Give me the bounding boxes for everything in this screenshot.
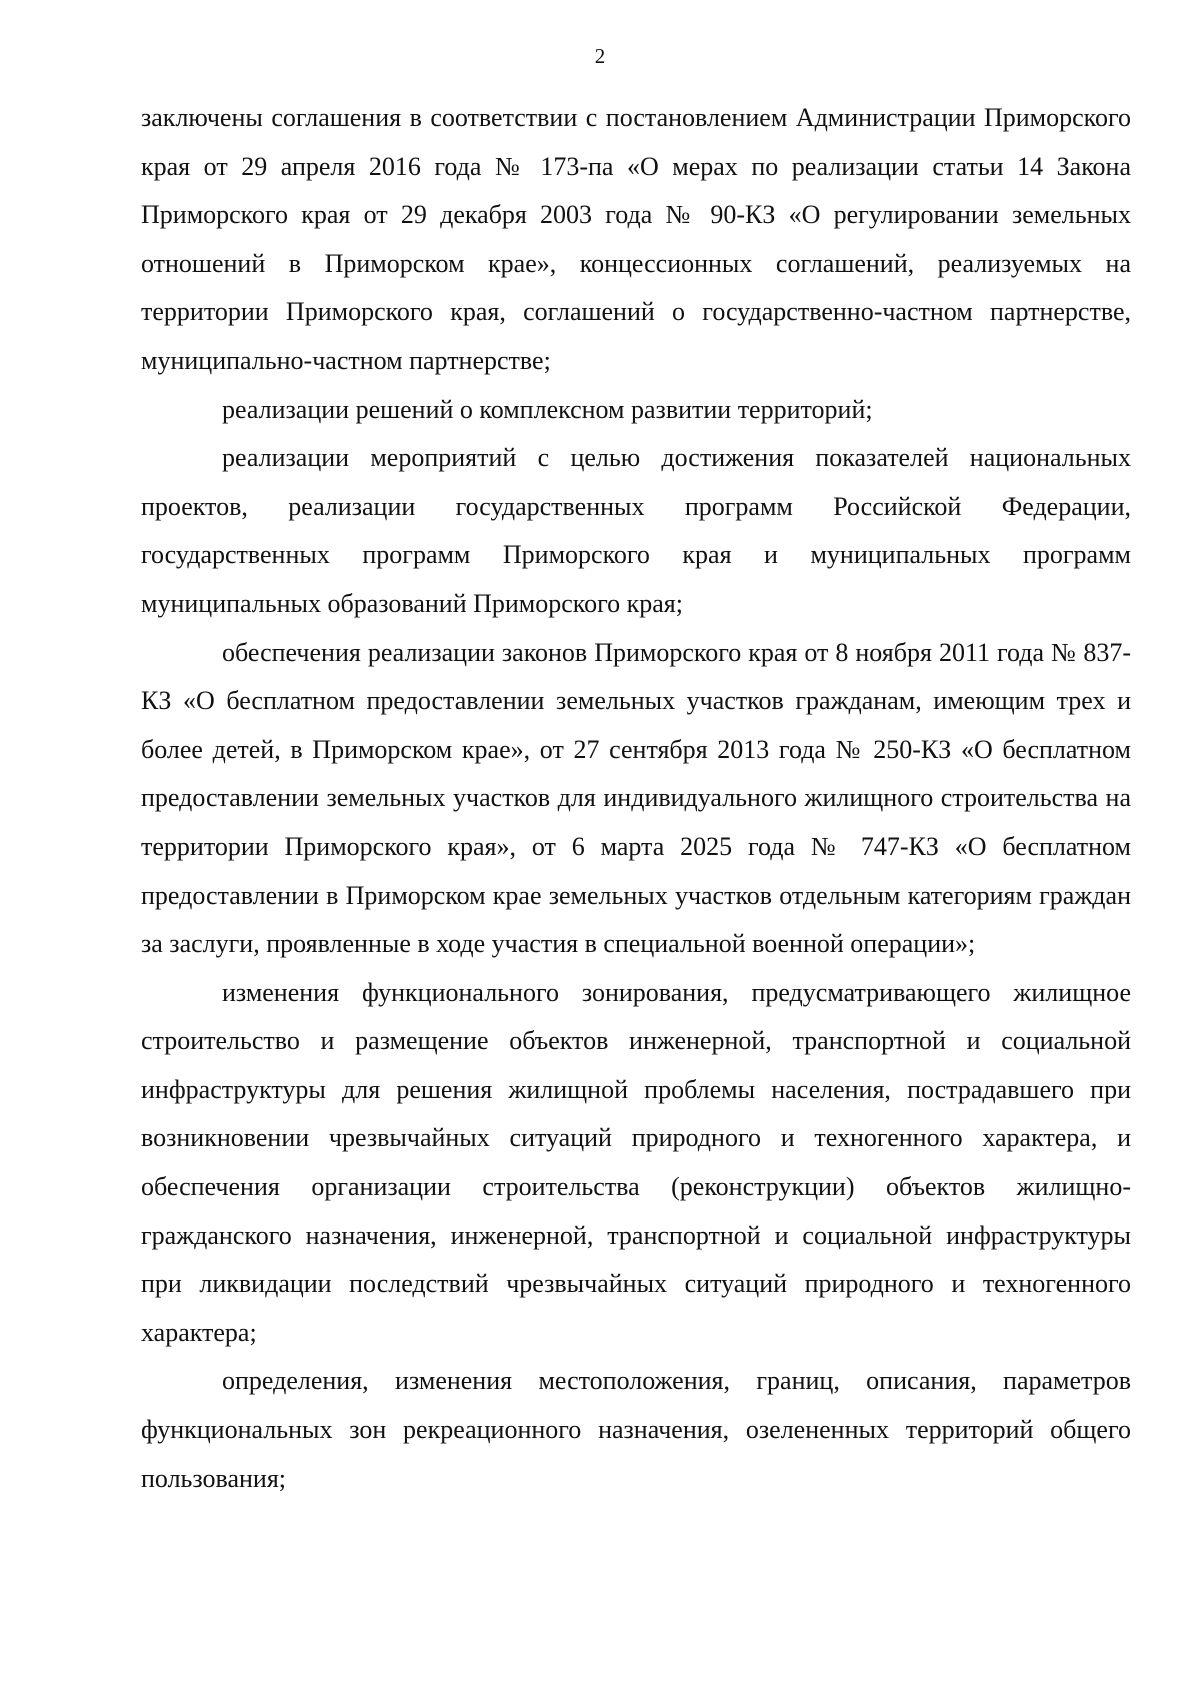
paragraph-territory-development: реализации решений о комплексном развитии территорий; xyxy=(222,394,873,424)
paragraph-national-projects: реализации мероприятий с целью достижения показателей национальных проектов, реализации государственных программ Российской Федерации, государственных программ Приморского края и муниципальных программ муниципальных образований Приморского края; xyxy=(141,443,1131,618)
paragraph-functional-zoning: изменения функционального зонирования, предусматривающего жилищное строительство и размещение объектов инженерной, транспортной и социальной инфраструктуры для решения жилищной проблемы населения, пострадавшего при возникновении чрезвычайных ситуаций природного и техногенного характера, и обеспечения организации строительства (реконструкции) объектов жилищно-гражданского назначения, инженерной, транспортной и социальной инфраструктуры при ликвидации последствий чрезвычайных ситуаций природного и техногенного характера; xyxy=(141,977,1131,1347)
paragraph-land-laws: обеспечения реализации законов Приморского края от 8 ноября 2011 года № 837-КЗ «О бесплатном предоставлении земельных участков гражданам, имеющим трех и более детей, в Приморском крае», от 27 сентября 2013 года № 250-КЗ «О бесплатном предоставлении земельных участков для индивидуального жилищного строительства на территории Приморского края», от 6 марта 2025 года № 747-КЗ «О бесплатном предоставлении в Приморском крае земельных участков отдельным категориям граждан за заслуги, проявленные в ходе участия в специальной военной операции»; xyxy=(141,637,1131,959)
paragraph-recreational-zones: определения, изменения местоположения, границ, описания, параметров функциональных зон рекреационного назначения, озелененных территорий общего пользования; xyxy=(141,1366,1131,1493)
page-number: 2 xyxy=(594,44,606,68)
paragraph-agreements: заключены соглашения в соответствии с постановлением Администрации Приморского края от 29 апреля 2016 года № 173-па «О мерах по реализации статьи 14 Закона Приморского края от 29 декабря 2003 года № 90-КЗ «О регулировании земельных отношений в Приморском крае», концессионных соглашений, реализуемых на территории Приморского края, соглашений о государственно-частном партнерстве, муниципально-частном партнерстве; xyxy=(141,103,1131,375)
document-body xyxy=(141,94,1131,1503)
